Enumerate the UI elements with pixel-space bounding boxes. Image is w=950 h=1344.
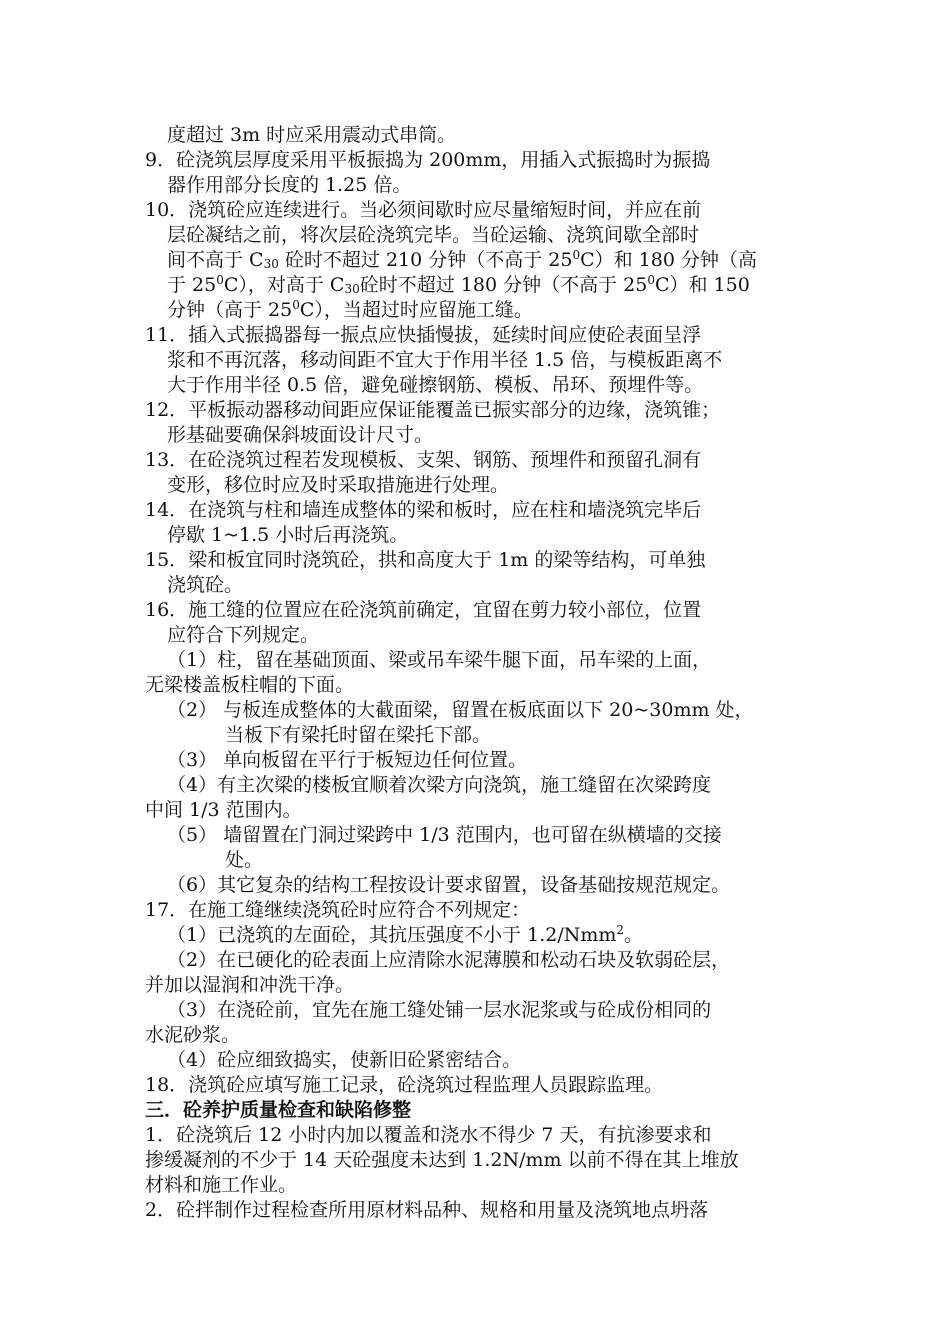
text-run: （1）已浇筑的左面砼，其抗压强度不小于 1.2/Nmm — [167, 924, 617, 946]
text-line: 形基础要确保斜坡面设计尺寸。 — [167, 424, 434, 446]
text-line: 并加以湿润和冲洗干净。 — [145, 974, 355, 996]
superscript: 0 — [216, 273, 224, 287]
text-line: 18．浇筑砼应填写施工记录，砼浇筑过程监理人员跟踪监理。 — [145, 1074, 664, 1096]
text-line: 器作用部分长度的 1.25 倍。 — [167, 174, 412, 196]
text-line: 浇筑砼。 — [167, 574, 244, 596]
text-line: 无梁楼盖板柱帽的下面。 — [145, 674, 355, 696]
text-run: C），当超过时应留施工缝。 — [299, 299, 533, 321]
superscript: 2 — [616, 923, 625, 937]
text-line: 应符合下列规定。 — [167, 624, 320, 646]
superscript: 0 — [292, 298, 300, 312]
superscript: 0 — [572, 248, 581, 262]
text-line: 13．在砼浇筑过程若发现模板、支架、钢筋、预埋件和预留孔洞有 — [145, 449, 702, 471]
text-line: 当板下有梁托时留在梁托下部。 — [225, 724, 492, 746]
superscript: 0 — [647, 273, 655, 287]
text-line: 2．砼拌制作过程检查所用原材料品种、规格和用量及浇筑地点坍落 — [145, 1199, 709, 1221]
text-line: （3） 单向板留在平行于板短边任何位置。 — [167, 749, 528, 771]
text-line — [167, 273, 750, 298]
text-line: 变形，移位时应及时采取措施进行处理。 — [167, 474, 510, 496]
text-line — [167, 248, 757, 273]
text-line: 中间 1/3 范围内。 — [145, 799, 302, 821]
text-line: 大于作用半径 0.5 倍，避免碰擦钢筋、模板、吊环、预埋件等。 — [167, 374, 704, 396]
text-run: 间不高于 C — [167, 249, 264, 271]
text-run: C）和 150 — [654, 274, 750, 296]
text-run: C），对高于 C — [223, 274, 345, 296]
text-line: 层砼凝结之前，将次层砼浇筑完毕。当砼运输、浇筑间歇全部时 — [167, 224, 700, 246]
text-run: 于 25 — [167, 274, 217, 296]
text-line: （1）柱，留在基础顶面、梁或吊车梁牛腿下面，吊车梁的上面， — [167, 649, 712, 671]
text-line: （3）在浇砼前，宜先在施工缝处铺一层水泥浆或与砼成份相同的 — [167, 999, 712, 1021]
text-line — [167, 923, 643, 948]
text-line: 度超过 3m 时应采用震动式串筒。 — [167, 124, 457, 146]
text-run: 砼时不超过 210 分钟（不高于 25 — [278, 249, 573, 271]
text-line: 处。 — [225, 849, 264, 871]
text-line: 11．插入式振捣器每一振点应快插慢拔，延续时间应使砼表面呈浮 — [145, 324, 702, 346]
text-line: 水泥砂浆。 — [145, 1024, 241, 1046]
text-run: 。 — [624, 924, 644, 946]
text-line: 停歇 1~1.5 小时后再浇筑。 — [167, 524, 409, 546]
text-line: 12．平板振动器移动间距应保证能覆盖已振实部分的边缘，浇筑锥； — [145, 399, 721, 421]
text-line: 1．砼浇筑后 12 小时内加以覆盖和浇水不得少 7 天，有抗渗要求和 — [145, 1124, 712, 1146]
text-line — [167, 298, 533, 323]
section-heading: 三．砼养护质量检查和缺陷修整 — [145, 1099, 412, 1121]
text-run: C）和 180 分钟（高 — [580, 249, 757, 271]
text-line: 9．砼浇筑层厚度采用平板振捣为 200mm，用插入式振捣时为振捣 — [145, 149, 711, 171]
subscript: 30 — [263, 257, 279, 271]
text-line: 掺缓凝剂的不少于 14 天砼强度未达到 1.2N/mm 以前不得在其上堆放 — [145, 1149, 739, 1171]
text-line: 浆和不再沉落，移动间距不宜大于作用半径 1.5 倍，与模板距离不 — [167, 349, 723, 371]
text-line: （4）有主次梁的楼板宜顺着次梁方向浇筑，施工缝留在次梁跨度 — [167, 774, 712, 796]
text-line: 材料和施工作业。 — [145, 1174, 298, 1196]
text-line: （2）在已硬化的砼表面上应清除水泥薄膜和松动石块及软弱砼层， — [167, 949, 731, 971]
text-line: （2） 与板连成整体的大截面梁，留置在板底面以下 20~30mm 处， — [167, 699, 754, 721]
text-line: 15．梁和板宜同时浇筑砼，拱和高度大于 1m 的梁等结构，可单独 — [145, 549, 706, 571]
text-line: 16．施工缝的位置应在砼浇筑前确定，宜留在剪力较小部位，位置 — [145, 599, 702, 621]
text-line: 17．在施工缝继续浇筑砼时应符合不列规定： — [145, 899, 531, 921]
subscript: 30 — [344, 282, 360, 296]
text-line: （6）其它复杂的结构工程按设计要求留置，设备基础按规范规定。 — [167, 874, 731, 896]
text-line: 14．在浇筑与柱和墙连成整体的梁和板时，应在柱和墙浇筑完毕后 — [145, 499, 702, 521]
text-run: 砼时不超过 180 分钟（不高于 25 — [359, 274, 648, 296]
text-line: （5） 墙留置在门洞过梁跨中 1/3 范围内，也可留在纵横墙的交接 — [167, 824, 722, 846]
text-line: 10．浇筑砼应连续进行。当必须间歇时应尽量缩短时间，并应在前 — [145, 199, 702, 221]
text-run: 分钟（高于 25 — [167, 299, 293, 321]
text-line: （4）砼应细致捣实，使新旧砼紧密结合。 — [167, 1049, 522, 1071]
